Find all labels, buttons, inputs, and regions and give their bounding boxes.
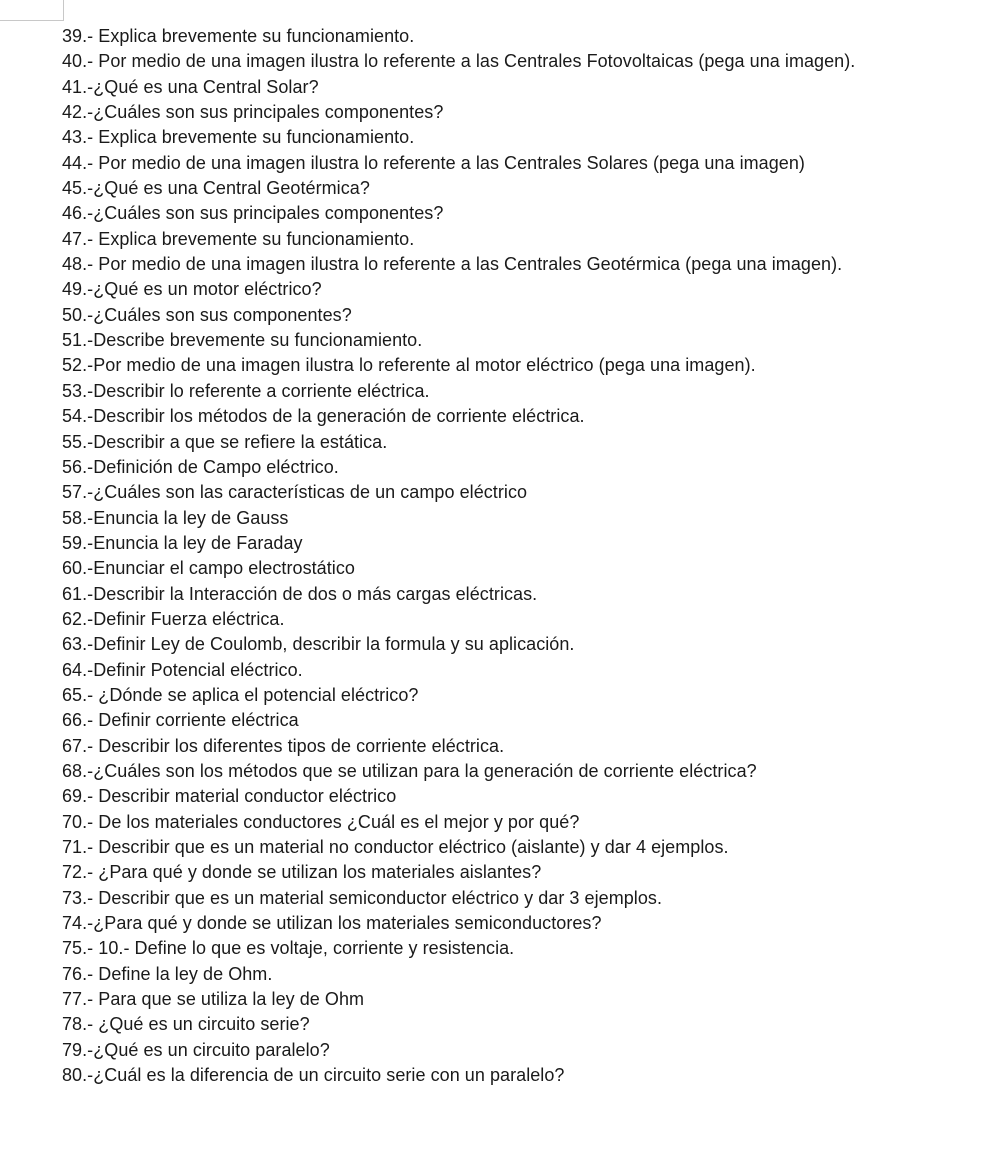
question-44: 44.- Por medio de una imagen ilustra lo referente a las Centrales Solares (pega una imagen) [62, 152, 805, 173]
question-72: 72.- ¿Para qué y donde se utilizan los materiales aislantes? [62, 862, 542, 883]
question-71: 71.- Describir que es un material no conductor eléctrico (aislante) y dar 4 ejemplos. [62, 837, 729, 857]
question-62: 62.-Definir Fuerza eléctrica. [62, 608, 285, 629]
question-55: 55.-Describir a que se refiere la estática. [62, 431, 388, 452]
question-78: 78.- ¿Qué es un circuito serie? [62, 1014, 310, 1035]
question-46: 46.-¿Cuáles son sus principales componentes? [62, 203, 444, 224]
question-68: 68.-¿Cuáles son los métodos que se utilizan para la generación de corriente eléctrica? [62, 760, 757, 781]
question-59: 59.-Enuncia la ley de Faraday [62, 532, 303, 553]
question-54: 54.-Describir los métodos de la generación de corriente eléctrica. [62, 406, 585, 427]
question-56: 56.-Definición de Campo eléctrico. [62, 456, 339, 477]
question-57: 57.-¿Cuáles son las características de un campo eléctrico [62, 482, 528, 503]
question-70: 70.- De los materiales conductores ¿Cuál es el mejor y por qué? [62, 811, 580, 832]
question-43: 43.- Explica brevemente su funcionamiento. [62, 127, 415, 148]
question-75: 75.- 10.- Define lo que es voltaje, corriente y resistencia. [62, 938, 515, 959]
question-40: 40.- Por medio de una imagen ilustra lo referente a las Centrales Fotovoltaicas (pega una imagen). [62, 51, 856, 72]
question-67: 67.- Describir los diferentes tipos de corriente eléctrica. [62, 735, 505, 756]
question-41: 41.-¿Qué es una Central Solar? [62, 76, 319, 97]
question-47: 47.- Explica brevemente su funcionamiento. [62, 228, 415, 249]
question-45: 45.-¿Qué es una Central Geotérmica? [62, 178, 370, 199]
question-69: 69.- Describir material conductor eléctrico [62, 786, 397, 807]
question-79: 79.-¿Qué es un circuito paralelo? [62, 1039, 330, 1060]
question-73: 73.- Describir que es un material semiconductor eléctrico y dar 3 ejemplos. [62, 887, 663, 908]
question-list [62, 24, 997, 1088]
question-52: 52.-Por medio de una imagen ilustra lo referente al motor eléctrico (pega una imagen). [62, 355, 756, 376]
question-51: 51.-Describe brevemente su funcionamiento. [62, 330, 423, 351]
question-65: 65.- ¿Dónde se aplica el potencial eléctrico? [62, 684, 419, 705]
question-42: 42.-¿Cuáles son sus principales componentes? [62, 102, 444, 123]
question-77: 77.- Para que se utiliza la ley de Ohm [62, 989, 365, 1010]
question-39: 39.- Explica brevemente su funcionamiento. [62, 26, 415, 46]
page-corner-mark [0, 20, 64, 21]
question-80: 80.-¿Cuál es la diferencia de un circuito serie con un paralelo? [62, 1065, 565, 1086]
page-corner-mark [63, 0, 64, 21]
question-74: 74.-¿Para qué y donde se utilizan los materiales semiconductores? [62, 913, 602, 934]
question-58: 58.-Enuncia la ley de Gauss [62, 507, 289, 528]
question-48: 48.- Por medio de una imagen ilustra lo referente a las Centrales Geotérmica (pega una imagen). [62, 254, 843, 275]
question-49: 49.-¿Qué es un motor eléctrico? [62, 279, 322, 300]
question-76: 76.- Define la ley de Ohm. [62, 963, 273, 984]
question-64: 64.-Definir Potencial eléctrico. [62, 659, 303, 680]
question-63: 63.-Definir Ley de Coulomb, describir la formula y su aplicación. [62, 634, 575, 655]
question-53: 53.-Describir lo referente a corriente eléctrica. [62, 380, 430, 401]
question-50: 50.-¿Cuáles son sus componentes? [62, 304, 352, 325]
question-66: 66.- Definir corriente eléctrica [62, 710, 299, 731]
question-61: 61.-Describir la Interacción de dos o más cargas eléctricas. [62, 583, 538, 604]
question-60: 60.-Enunciar el campo electrostático [62, 558, 355, 579]
